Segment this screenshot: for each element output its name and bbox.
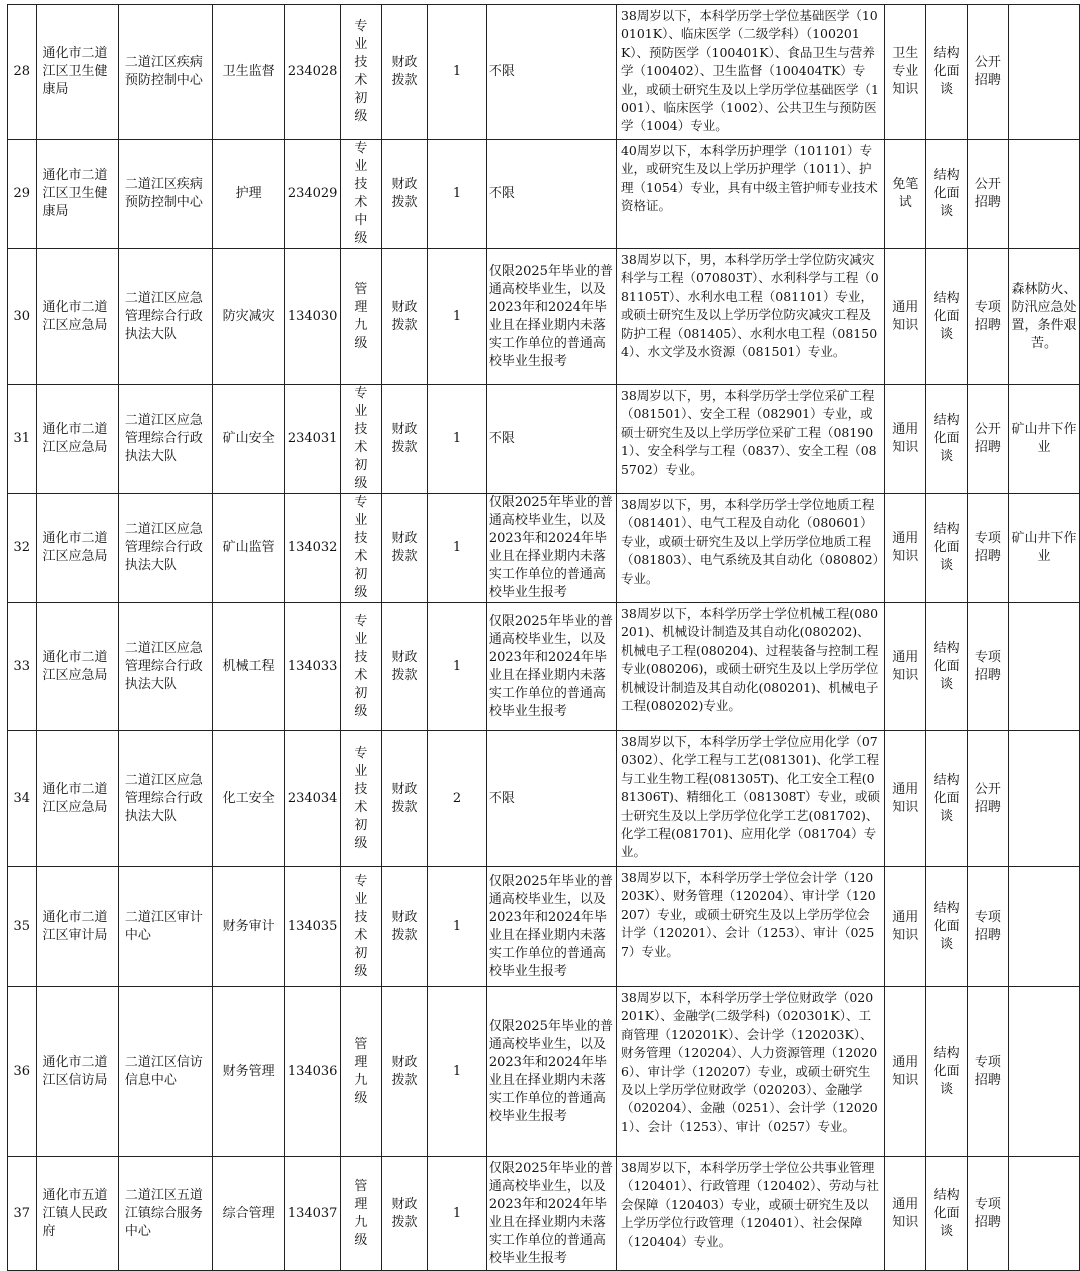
hiring-count-cell: 1: [428, 987, 487, 1157]
unit-cell: 二道江区疾病预防控制中心: [118, 5, 212, 140]
recruit-method-cell: 公开招聘: [967, 385, 1008, 494]
unit-cell: 二道江区应急管理综合行政执法大队: [118, 249, 212, 385]
post-code-cell: 134030: [285, 249, 341, 385]
funding-source-cell: 财政拨款: [381, 140, 428, 249]
unit-cell: 二道江区信访信息中心: [118, 987, 212, 1157]
table-row: [8, 987, 1080, 1157]
department-cell: 通化市二道江区应急局: [36, 494, 118, 603]
post-name-cell: 卫生监督: [212, 5, 284, 140]
requirements-cell: 38周岁以下，本科学历学士学位会计学（120203K）、财务管理（120204）、审计学（120207）专业，或硕士研究生及以上学历学位会计学（120201）、会计（1253）、审计（0257）专业。: [616, 867, 884, 987]
table-row: [8, 385, 1080, 494]
exam-subject-cell: 通用知识: [885, 1157, 926, 1271]
unit-cell: 二道江区五道江镇综合服务中心: [118, 1157, 212, 1271]
row-number: 35: [8, 867, 37, 987]
hiring-count-cell: 1: [428, 867, 487, 987]
post-category-cell: 专业技术初级: [341, 731, 382, 867]
interview-method-cell: 结构化面谈: [926, 140, 967, 249]
unit-cell: 二道江区应急管理综合行政执法大队: [118, 731, 212, 867]
unit-cell: 二道江区审计中心: [118, 867, 212, 987]
requirements-cell: 38周岁以下，男，本科学历学士学位防灾减灾科学与工程（070803T）、水利科学与工程（081105T）、水利水电工程（081101）专业，或硕士研究生及以上学历学位防灾减灾工程及防护工程（081405）、水利水电工程（081504）、水文学及水资源（081501）专业。: [616, 249, 884, 385]
recruit-method-cell: 专项招聘: [967, 494, 1008, 603]
funding-source-cell: 财政拨款: [381, 249, 428, 385]
exam-subject-cell: 通用知识: [885, 385, 926, 494]
post-category-cell: 专业技术初级: [341, 5, 382, 140]
recruit-method-cell: 公开招聘: [967, 731, 1008, 867]
applicant-scope-cell: 仅限2025年毕业的普通高校毕业生，以及2023年和2024年毕业且在择业期内未落实工作单位的普通高校毕业生报考: [486, 249, 616, 385]
exam-subject-cell: 卫生专业知识: [885, 5, 926, 140]
post-name-cell: 财务审计: [212, 867, 284, 987]
table-row: [8, 867, 1080, 987]
department-cell: 通化市二道江区信访局: [36, 987, 118, 1157]
department-cell: 通化市二道江区卫生健康局: [36, 5, 118, 140]
applicant-scope-cell: 仅限2025年毕业的普通高校毕业生，以及2023年和2024年毕业且在择业期内未落实工作单位的普通高校毕业生报考: [486, 867, 616, 987]
interview-method-cell: 结构化面谈: [926, 5, 967, 140]
post-name-cell: 财务管理: [212, 987, 284, 1157]
post-name-cell: 化工安全: [212, 731, 284, 867]
note-cell: [1009, 987, 1080, 1157]
applicant-scope-cell: 不限: [486, 731, 616, 867]
funding-source-cell: 财政拨款: [381, 867, 428, 987]
post-category-cell: 专业技术初级: [341, 867, 382, 987]
table-row: [8, 249, 1080, 385]
post-category-cell: 管理九级: [341, 249, 382, 385]
row-number: 36: [8, 987, 37, 1157]
post-category-cell: 专业技术初级: [341, 385, 382, 494]
funding-source-cell: 财政拨款: [381, 603, 428, 731]
funding-source-cell: 财政拨款: [381, 385, 428, 494]
interview-method-cell: 结构化面谈: [926, 494, 967, 603]
hiring-count-cell: 1: [428, 603, 487, 731]
department-cell: 通化市五道江镇人民政府: [36, 1157, 118, 1271]
recruit-method-cell: 专项招聘: [967, 987, 1008, 1157]
requirements-cell: 38周岁以下，本科学历学士学位财政学（020201K）、金融学(二级学科)（020301K）、工商管理（120201K）、会计学（120203K）、财务管理（120204）、人力资源管理（120206）、审计学（120207）专业，或硕士研究生及以上学历学位财政学（020203）、金融学（020204）、金融（0251）、会计学（120201）、会计（1253）、审计（0257）专业。: [616, 987, 884, 1157]
interview-method-cell: 结构化面谈: [926, 1157, 967, 1271]
interview-method-cell: 结构化面谈: [926, 731, 967, 867]
applicant-scope-cell: 不限: [486, 385, 616, 494]
recruit-method-cell: 专项招聘: [967, 603, 1008, 731]
hiring-count-cell: 1: [428, 249, 487, 385]
table-body: [8, 5, 1080, 1271]
funding-source-cell: 财政拨款: [381, 987, 428, 1157]
post-name-cell: 综合管理: [212, 1157, 284, 1271]
note-cell: 森林防火、防汛应急处置，条件艰苦。: [1009, 249, 1080, 385]
exam-subject-cell: 免笔试: [885, 140, 926, 249]
requirements-cell: 38周岁以下，本科学历学士学位机械工程(080201)、机械设计制造及其自动化(080202)、机械电子工程(080204)、过程装备与控制工程专业(080206)，或硕士研究生及以上学历学位机械设计制造及其自动化(080201)、机械电子工程(080202)专业。: [616, 603, 884, 731]
table-row: [8, 494, 1080, 603]
hiring-count-cell: 1: [428, 5, 487, 140]
applicant-scope-cell: 仅限2025年毕业的普通高校毕业生，以及2023年和2024年毕业且在择业期内未落实工作单位的普通高校毕业生报考: [486, 1157, 616, 1271]
post-code-cell: 134033: [285, 603, 341, 731]
recruitment-table: [7, 4, 1080, 1271]
post-code-cell: 134037: [285, 1157, 341, 1271]
post-code-cell: 234034: [285, 731, 341, 867]
note-cell: [1009, 867, 1080, 987]
hiring-count-cell: 2: [428, 731, 487, 867]
interview-method-cell: 结构化面谈: [926, 987, 967, 1157]
note-cell: [1009, 731, 1080, 867]
funding-source-cell: 财政拨款: [381, 731, 428, 867]
post-category-cell: 专业技术中级: [341, 140, 382, 249]
department-cell: 通化市二道江区卫生健康局: [36, 140, 118, 249]
post-name-cell: 机械工程: [212, 603, 284, 731]
requirements-cell: 40周岁以下，本科学历护理学（101101）专业，或研究生及以上学历护理学（1011）、护理（1054）专业，具有中级主管护师专业技术资格证。: [616, 140, 884, 249]
recruit-method-cell: 公开招聘: [967, 140, 1008, 249]
hiring-count-cell: 1: [428, 1157, 487, 1271]
post-code-cell: 134036: [285, 987, 341, 1157]
requirements-cell: 38周岁以下，男，本科学历学士学位地质工程（081401）、电气工程及自动化（080601）专业，或硕士研究生及以上学历学位地质工程（081803）、电气系统及其自动化（080802）专业。: [616, 494, 884, 603]
note-cell: [1009, 603, 1080, 731]
department-cell: 通化市二道江区审计局: [36, 867, 118, 987]
recruit-method-cell: 专项招聘: [967, 867, 1008, 987]
table-row: [8, 140, 1080, 249]
row-number: 34: [8, 731, 37, 867]
interview-method-cell: 结构化面谈: [926, 385, 967, 494]
hiring-count-cell: 1: [428, 140, 487, 249]
note-cell: 矿山井下作业: [1009, 494, 1080, 603]
funding-source-cell: 财政拨款: [381, 5, 428, 140]
department-cell: 通化市二道江区应急局: [36, 385, 118, 494]
requirements-cell: 38周岁以下，男，本科学历学士学位采矿工程（081501）、安全工程（082901）专业，或硕士研究生及以上学历学位采矿工程（081901）、安全科学与工程（0837）、安全工程（085702）专业。: [616, 385, 884, 494]
table-row: [8, 603, 1080, 731]
note-cell: [1009, 1157, 1080, 1271]
note-cell: 矿山井下作业: [1009, 385, 1080, 494]
post-code-cell: 234028: [285, 5, 341, 140]
row-number: 28: [8, 5, 37, 140]
post-code-cell: 134032: [285, 494, 341, 603]
requirements-cell: 38周岁以下，本科学历学士学位应用化学（070302）、化学工程与工艺(081301)、化学工程与工业生物工程(081305T)、化工安全工程(081306T)、精细化工（081308T）专业，或硕士研究生及以上学历学位化学工艺(081702)、化学工程(081701)、应用化学（081704）专业。: [616, 731, 884, 867]
post-name-cell: 矿山监管: [212, 494, 284, 603]
unit-cell: 二道江区应急管理综合行政执法大队: [118, 385, 212, 494]
post-category-cell: 管理九级: [341, 987, 382, 1157]
row-number: 29: [8, 140, 37, 249]
interview-method-cell: 结构化面谈: [926, 249, 967, 385]
row-number: 31: [8, 385, 37, 494]
funding-source-cell: 财政拨款: [381, 494, 428, 603]
exam-subject-cell: 通用知识: [885, 731, 926, 867]
table-row: [8, 1157, 1080, 1271]
recruit-method-cell: 专项招聘: [967, 1157, 1008, 1271]
funding-source-cell: 财政拨款: [381, 1157, 428, 1271]
exam-subject-cell: 通用知识: [885, 249, 926, 385]
table-row: [8, 731, 1080, 867]
applicant-scope-cell: 不限: [486, 5, 616, 140]
department-cell: 通化市二道江区应急局: [36, 603, 118, 731]
row-number: 32: [8, 494, 37, 603]
note-cell: [1009, 140, 1080, 249]
department-cell: 通化市二道江区应急局: [36, 731, 118, 867]
applicant-scope-cell: 仅限2025年毕业的普通高校毕业生，以及2023年和2024年毕业且在择业期内未落实工作单位的普通高校毕业生报考: [486, 603, 616, 731]
table-row: [8, 5, 1080, 140]
hiring-count-cell: 1: [428, 385, 487, 494]
row-number: 33: [8, 603, 37, 731]
applicant-scope-cell: 仅限2025年毕业的普通高校毕业生，以及2023年和2024年毕业且在择业期内未落实工作单位的普通高校毕业生报考: [486, 494, 616, 603]
hiring-count-cell: 1: [428, 494, 487, 603]
recruit-method-cell: 专项招聘: [967, 249, 1008, 385]
applicant-scope-cell: 仅限2025年毕业的普通高校毕业生，以及2023年和2024年毕业且在择业期内未落实工作单位的普通高校毕业生报考: [486, 987, 616, 1157]
unit-cell: 二道江区应急管理综合行政执法大队: [118, 603, 212, 731]
post-code-cell: 134035: [285, 867, 341, 987]
exam-subject-cell: 通用知识: [885, 603, 926, 731]
post-name-cell: 防灾减灾: [212, 249, 284, 385]
post-category-cell: 管理九级: [341, 1157, 382, 1271]
exam-subject-cell: 通用知识: [885, 494, 926, 603]
exam-subject-cell: 通用知识: [885, 867, 926, 987]
interview-method-cell: 结构化面谈: [926, 603, 967, 731]
row-number: 37: [8, 1157, 37, 1271]
post-name-cell: 护理: [212, 140, 284, 249]
requirements-cell: 38周岁以下，本科学历学士学位基础医学（100101K）、临床医学（二级学科）（100201K）、预防医学（100401K）、食品卫生与营养学（100402）、卫生监督（100404TK）专业，或硕士研究生及以上学历学位基础医学（1001）、临床医学（1002）、公共卫生与预防医学（1004）专业。: [616, 5, 884, 140]
note-cell: [1009, 5, 1080, 140]
post-code-cell: 234031: [285, 385, 341, 494]
applicant-scope-cell: 不限: [486, 140, 616, 249]
unit-cell: 二道江区疾病预防控制中心: [118, 140, 212, 249]
row-number: 30: [8, 249, 37, 385]
unit-cell: 二道江区应急管理综合行政执法大队: [118, 494, 212, 603]
exam-subject-cell: 通用知识: [885, 987, 926, 1157]
interview-method-cell: 结构化面谈: [926, 867, 967, 987]
post-code-cell: 234029: [285, 140, 341, 249]
department-cell: 通化市二道江区应急局: [36, 249, 118, 385]
post-category-cell: 专业技术初级: [341, 603, 382, 731]
post-category-cell: 专业技术初级: [341, 494, 382, 603]
requirements-cell: 38周岁以下，本科学历学士学位公共事业管理（120401）、行政管理（120402）、劳动与社会保障（120403）专业，或硕士研究生及以上学历学位行政管理（120401）、社会保障（120404）专业。: [616, 1157, 884, 1271]
recruit-method-cell: 公开招聘: [967, 5, 1008, 140]
post-name-cell: 矿山安全: [212, 385, 284, 494]
